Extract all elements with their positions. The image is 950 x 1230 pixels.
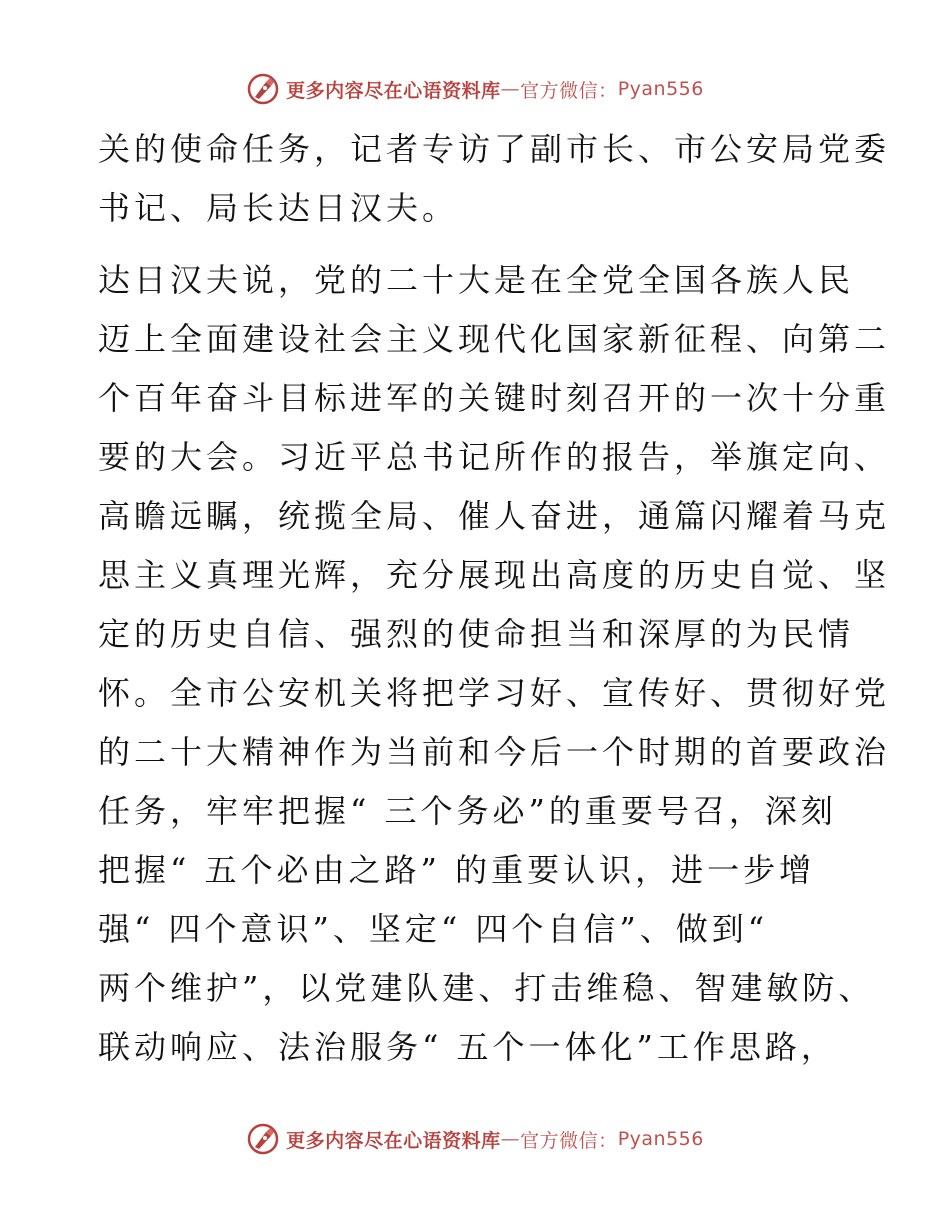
watermark-main-text: 更多内容尽在心语资料库 bbox=[286, 1129, 501, 1152]
paragraph-2 bbox=[98, 251, 891, 1077]
text-line: 思主义真理光辉，充分展现出高度的历史自觉、坚 bbox=[98, 556, 891, 594]
watermark-wechat-id: Pyan556 bbox=[617, 78, 704, 100]
text-line: 任务，牢牢把握“ 三个务必”的重要号召，深刻 bbox=[98, 792, 837, 830]
pen-nib-logo-icon bbox=[246, 72, 280, 106]
text-line: 把握“ 五个必由之路” 的重要认识，进一步增 bbox=[98, 851, 816, 889]
text-line: 联动响应、法治服务“ 五个一体化”工作思路， bbox=[98, 1028, 837, 1066]
text-line: 要的大会。习近平总书记所作的报告，举旗定向、 bbox=[98, 438, 891, 476]
pen-nib-logo-icon bbox=[246, 1122, 280, 1156]
watermark-separator: — bbox=[500, 78, 521, 100]
text-line: 关的使命任务，记者专访了副市长、市公安局党委 bbox=[98, 130, 891, 168]
watermark-main-text: 更多内容尽在心语资料库 bbox=[286, 79, 501, 102]
text-line: 定的历史自信、强烈的使命担当和深厚的为民情 bbox=[98, 615, 855, 653]
text-line: 书记、局长达日汉夫。 bbox=[98, 189, 459, 227]
watermark-wechat-id: Pyan556 bbox=[617, 1128, 704, 1150]
watermark-wechat-label: 官方微信： bbox=[520, 1129, 618, 1152]
footer-watermark bbox=[0, 1122, 950, 1156]
header-watermark bbox=[0, 72, 950, 106]
watermark-wechat-label: 官方微信： bbox=[520, 79, 618, 102]
text-line: 达日汉夫说，党的二十大是在全党全国各族人民 bbox=[98, 261, 855, 299]
paragraph-1 bbox=[98, 120, 891, 238]
text-line: 个百年奋斗目标进军的关键时刻召开的一次十分重 bbox=[98, 379, 891, 417]
text-line: 高瞻远瞩，统揽全局、催人奋进，通篇闪耀着马克 bbox=[98, 497, 891, 535]
document-body bbox=[98, 120, 891, 1077]
text-line: 强“ 四个意识”、坚定“ 四个自信”、做到“ bbox=[98, 910, 769, 948]
text-line: 怀。全市公安机关将把学习好、宣传好、贯彻好党 bbox=[98, 674, 891, 712]
watermark-separator: — bbox=[500, 1128, 521, 1150]
text-line: 的二十大精神作为当前和今后一个时期的首要政治 bbox=[98, 733, 891, 771]
text-line: 两个维护”，以党建队建、打击维稳、智建敏防、 bbox=[98, 969, 875, 1007]
text-line: 迈上全面建设社会主义现代化国家新征程、向第二 bbox=[98, 320, 891, 358]
